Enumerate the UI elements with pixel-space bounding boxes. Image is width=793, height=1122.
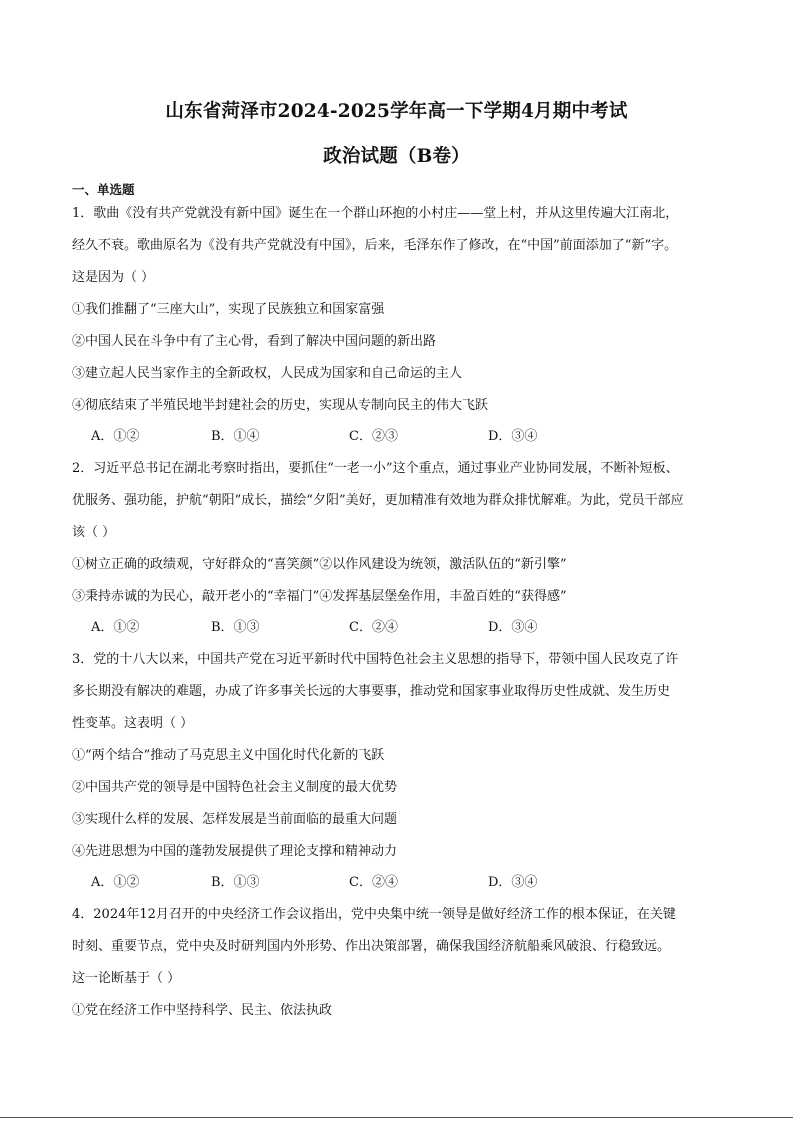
question-4-line-2: 时刻、重要节点，党中央及时研判国内外形势、作出决策部署，确保我国经济航船乘风破浪、行稳致远。: [72, 939, 671, 954]
question-3-option-d: D．③④: [488, 875, 538, 890]
question-1-choice-3: ③建立起人民当家作主的全新政权，人民成为国家和自己命运的主人: [72, 366, 463, 381]
exam-subtitle: 政治试题（B卷）: [323, 146, 470, 167]
question-1-line-1: 1．歌曲《没有共产党就没有新中国》诞生在一个群山环抱的小村庄——堂上村，并从这里传遍大江南北，: [72, 206, 679, 221]
question-2-option-d: D．③④: [488, 620, 538, 635]
question-2-option-a: A．①②: [91, 620, 140, 635]
question-4-line-1: 4．2024年12月召开的中央经济工作会议指出，党中央集中统一领导是做好经济工作的根本保证，在关键: [72, 907, 676, 922]
question-2-line-2: 优服务、强功能，护航“朝阳”成长，描绘“夕阳”美好，更加精准有效地为群众排忧解难。为此，党员干部应: [72, 493, 684, 508]
question-2-line-1: 2．习近平总书记在湖北考察时指出，要抓住“一老一小”这个重点，通过事业产业协同发展，不断补短板、: [72, 461, 679, 476]
exam-title: 山东省菏泽市2024-2025学年高一下学期4月期中考试: [165, 101, 628, 122]
question-2-line-3: 该（ ）: [72, 525, 116, 540]
question-3-option-c: C．②④: [349, 875, 398, 890]
question-2-choice-1-2: ①树立正确的政绩观，守好群众的“喜笑颜”②以作风建设为统领，激活队伍的“新引擎”: [72, 557, 567, 572]
question-2-option-b: B．①③: [211, 620, 260, 635]
page-bottom-rule: [0, 1117, 793, 1118]
question-1-choice-1: ①我们推翻了“三座大山”，实现了民族独立和国家富强: [72, 302, 385, 317]
question-1-line-3: 这是因为（ ）: [72, 270, 155, 285]
question-3-line-1: 3．党的十八大以来，中国共产党在习近平新时代中国特色社会主义思想的指导下，带领中国人民攻克了许: [72, 652, 679, 667]
question-1-option-a: A．①②: [91, 429, 140, 444]
question-4-line-3: 这一论断基于（ ）: [72, 971, 181, 986]
question-4-choice-1: ①党在经济工作中坚持科学、民主、依法执政: [72, 1003, 333, 1018]
question-3-option-a: A．①②: [91, 875, 140, 890]
question-3-option-b: B．①③: [211, 875, 260, 890]
question-2-option-c: C．②④: [349, 620, 398, 635]
question-3-choice-1: ①“两个结合”推动了马克思主义中国化时代化新的飞跃: [72, 748, 385, 763]
question-1-choice-4: ④彻底结束了半殖民地半封建社会的历史，实现从专制向民主的伟大飞跃: [72, 398, 489, 413]
question-1-option-d: D．③④: [488, 429, 538, 444]
question-1-choice-2: ②中国人民在斗争中有了主心骨，看到了解决中国问题的新出路: [72, 334, 437, 349]
question-1-option-c: C．②③: [349, 429, 398, 444]
question-3-choice-4: ④先进思想为中国的蓬勃发展提供了理论支撑和精神动力: [72, 844, 398, 859]
question-1-option-b: B．①④: [211, 429, 260, 444]
question-3-choice-2: ②中国共产党的领导是中国特色社会主义制度的最大优势: [72, 780, 398, 795]
question-3-line-3: 性变革。这表明（ ）: [72, 716, 194, 731]
question-2-choice-3-4: ③秉持赤诚的为民心，敲开老小的“幸福门”④发挥基层堡垒作用，丰盈百姓的“获得感”: [72, 589, 567, 604]
section-heading: 一、单选题: [72, 182, 135, 197]
question-3-line-2: 多长期没有解决的难题，办成了许多事关长远的大事要事，推动党和国家事业取得历史性成就、发生历史: [72, 684, 671, 699]
question-1-line-2: 经久不衰。歌曲原名为《没有共产党就没有中国》，后来，毛泽东作了修改，在“中国”前面添加了“新”字。: [72, 238, 678, 253]
question-3-choice-3: ③实现什么样的发展、怎样发展是当前面临的最重大问题: [72, 812, 398, 827]
